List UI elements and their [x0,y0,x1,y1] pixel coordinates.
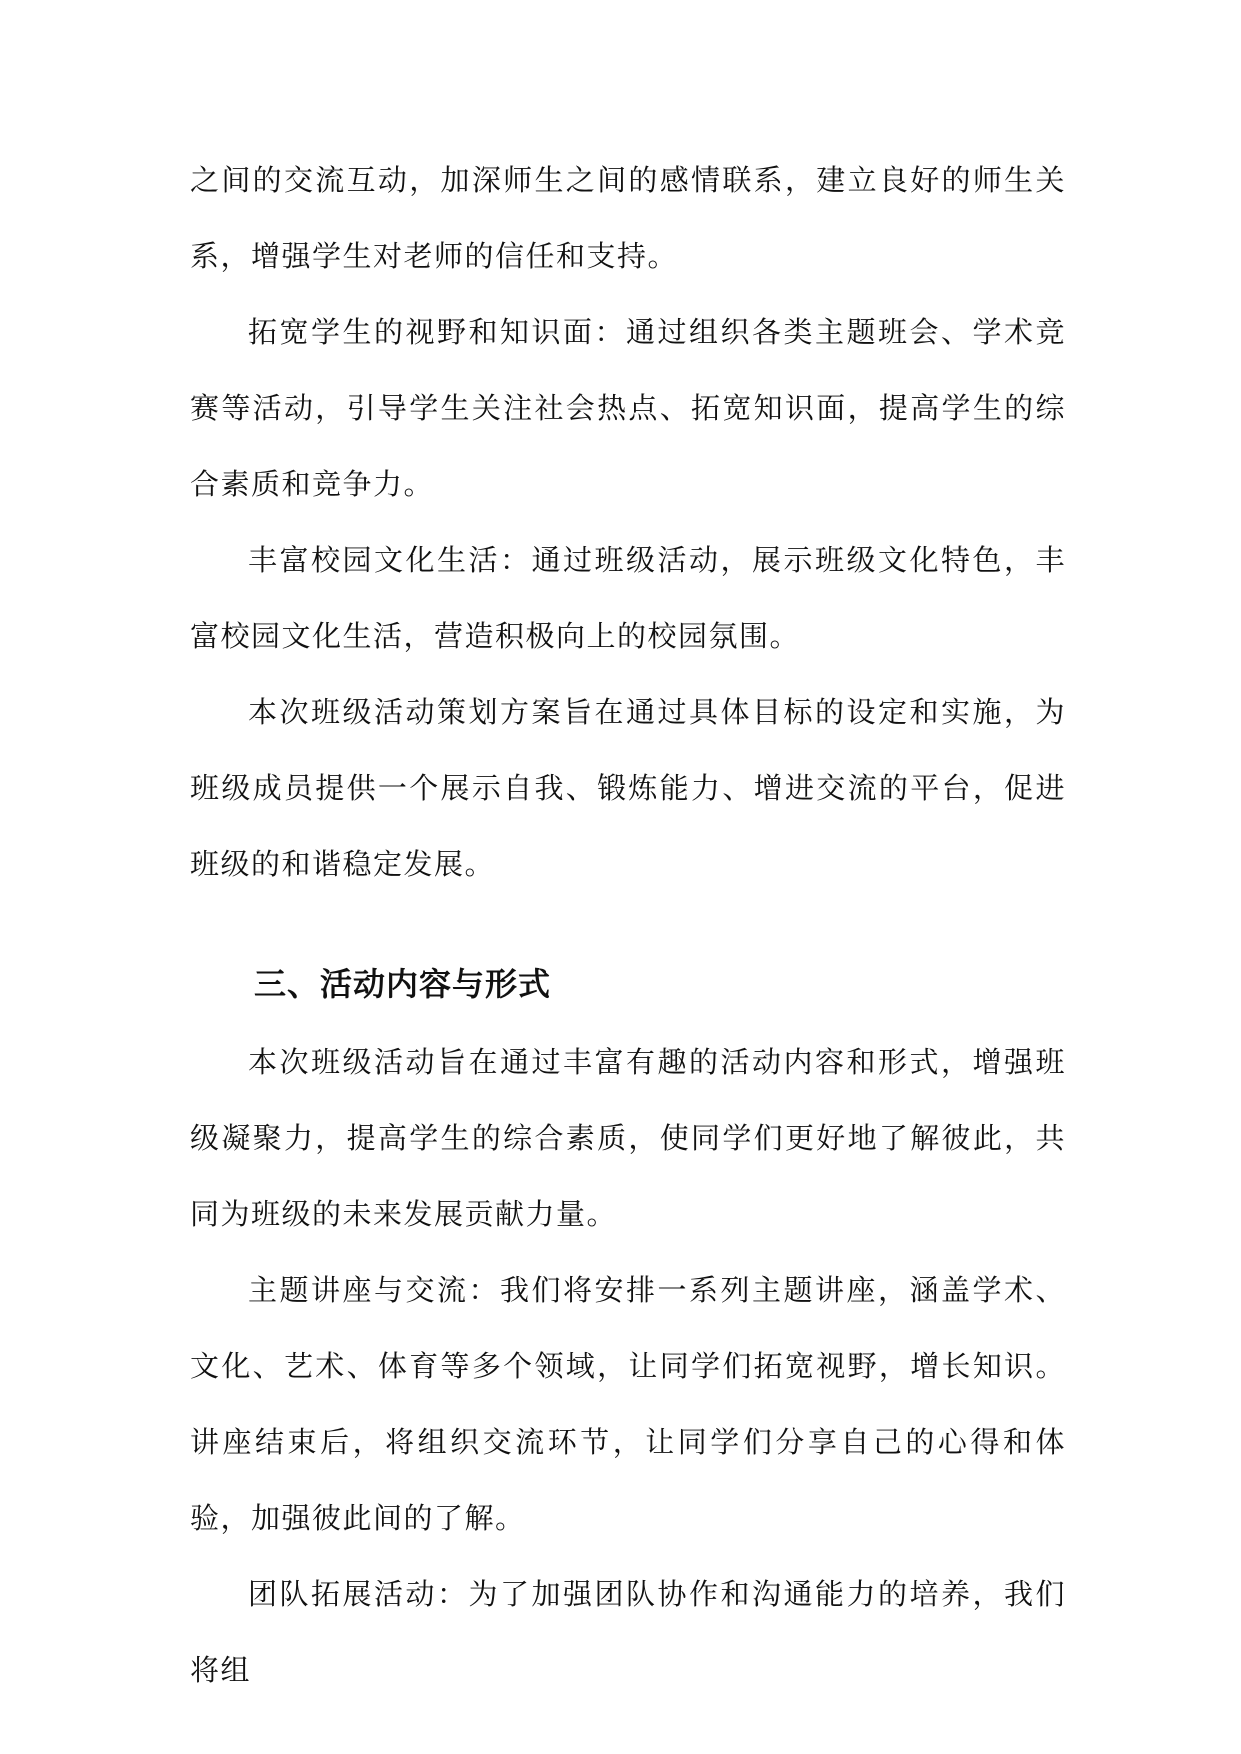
paragraph-activity-intro: 本次班级活动旨在通过丰富有趣的活动内容和形式，增强班级凝聚力，提高学生的综合素质，使同学们更好地了解彼此，共同为班级的未来发展贡献力量。 [190,1045,1066,1231]
paragraph-broaden-horizons: 拓宽学生的视野和知识面：通过组织各类主题班会、学术竞赛等活动，引导学生关注社会热点、拓宽知识面，提高学生的综合素质和竞争力。 [190,315,1066,501]
paragraph-continued: 之间的交流互动，加深师生之间的感情联系，建立良好的师生关系，增强学生对老师的信任和支持。 [190,163,1066,273]
paragraph-team-building: 团队拓展活动：为了加强团队协作和沟通能力的培养，我们将组 [190,1577,1066,1687]
document-body [190,142,1066,1708]
paragraph-plan-summary: 本次班级活动策划方案旨在通过具体目标的设定和实施，为班级成员提供一个展示自我、锻炼能力、增进交流的平台，促进班级的和谐稳定发展。 [190,695,1066,881]
paragraph-campus-culture: 丰富校园文化生活：通过班级活动，展示班级文化特色，丰富校园文化生活，营造积极向上的校园氛围。 [190,543,1066,653]
paragraph-lectures: 主题讲座与交流：我们将安排一系列主题讲座，涵盖学术、文化、艺术、体育等多个领域，让同学们拓宽视野，增长知识。讲座结束后，将组织交流环节，让同学们分享自己的心得和体验，加强彼此间的了解。 [190,1273,1066,1535]
section-heading: 三、活动内容与形式 [254,965,552,1003]
